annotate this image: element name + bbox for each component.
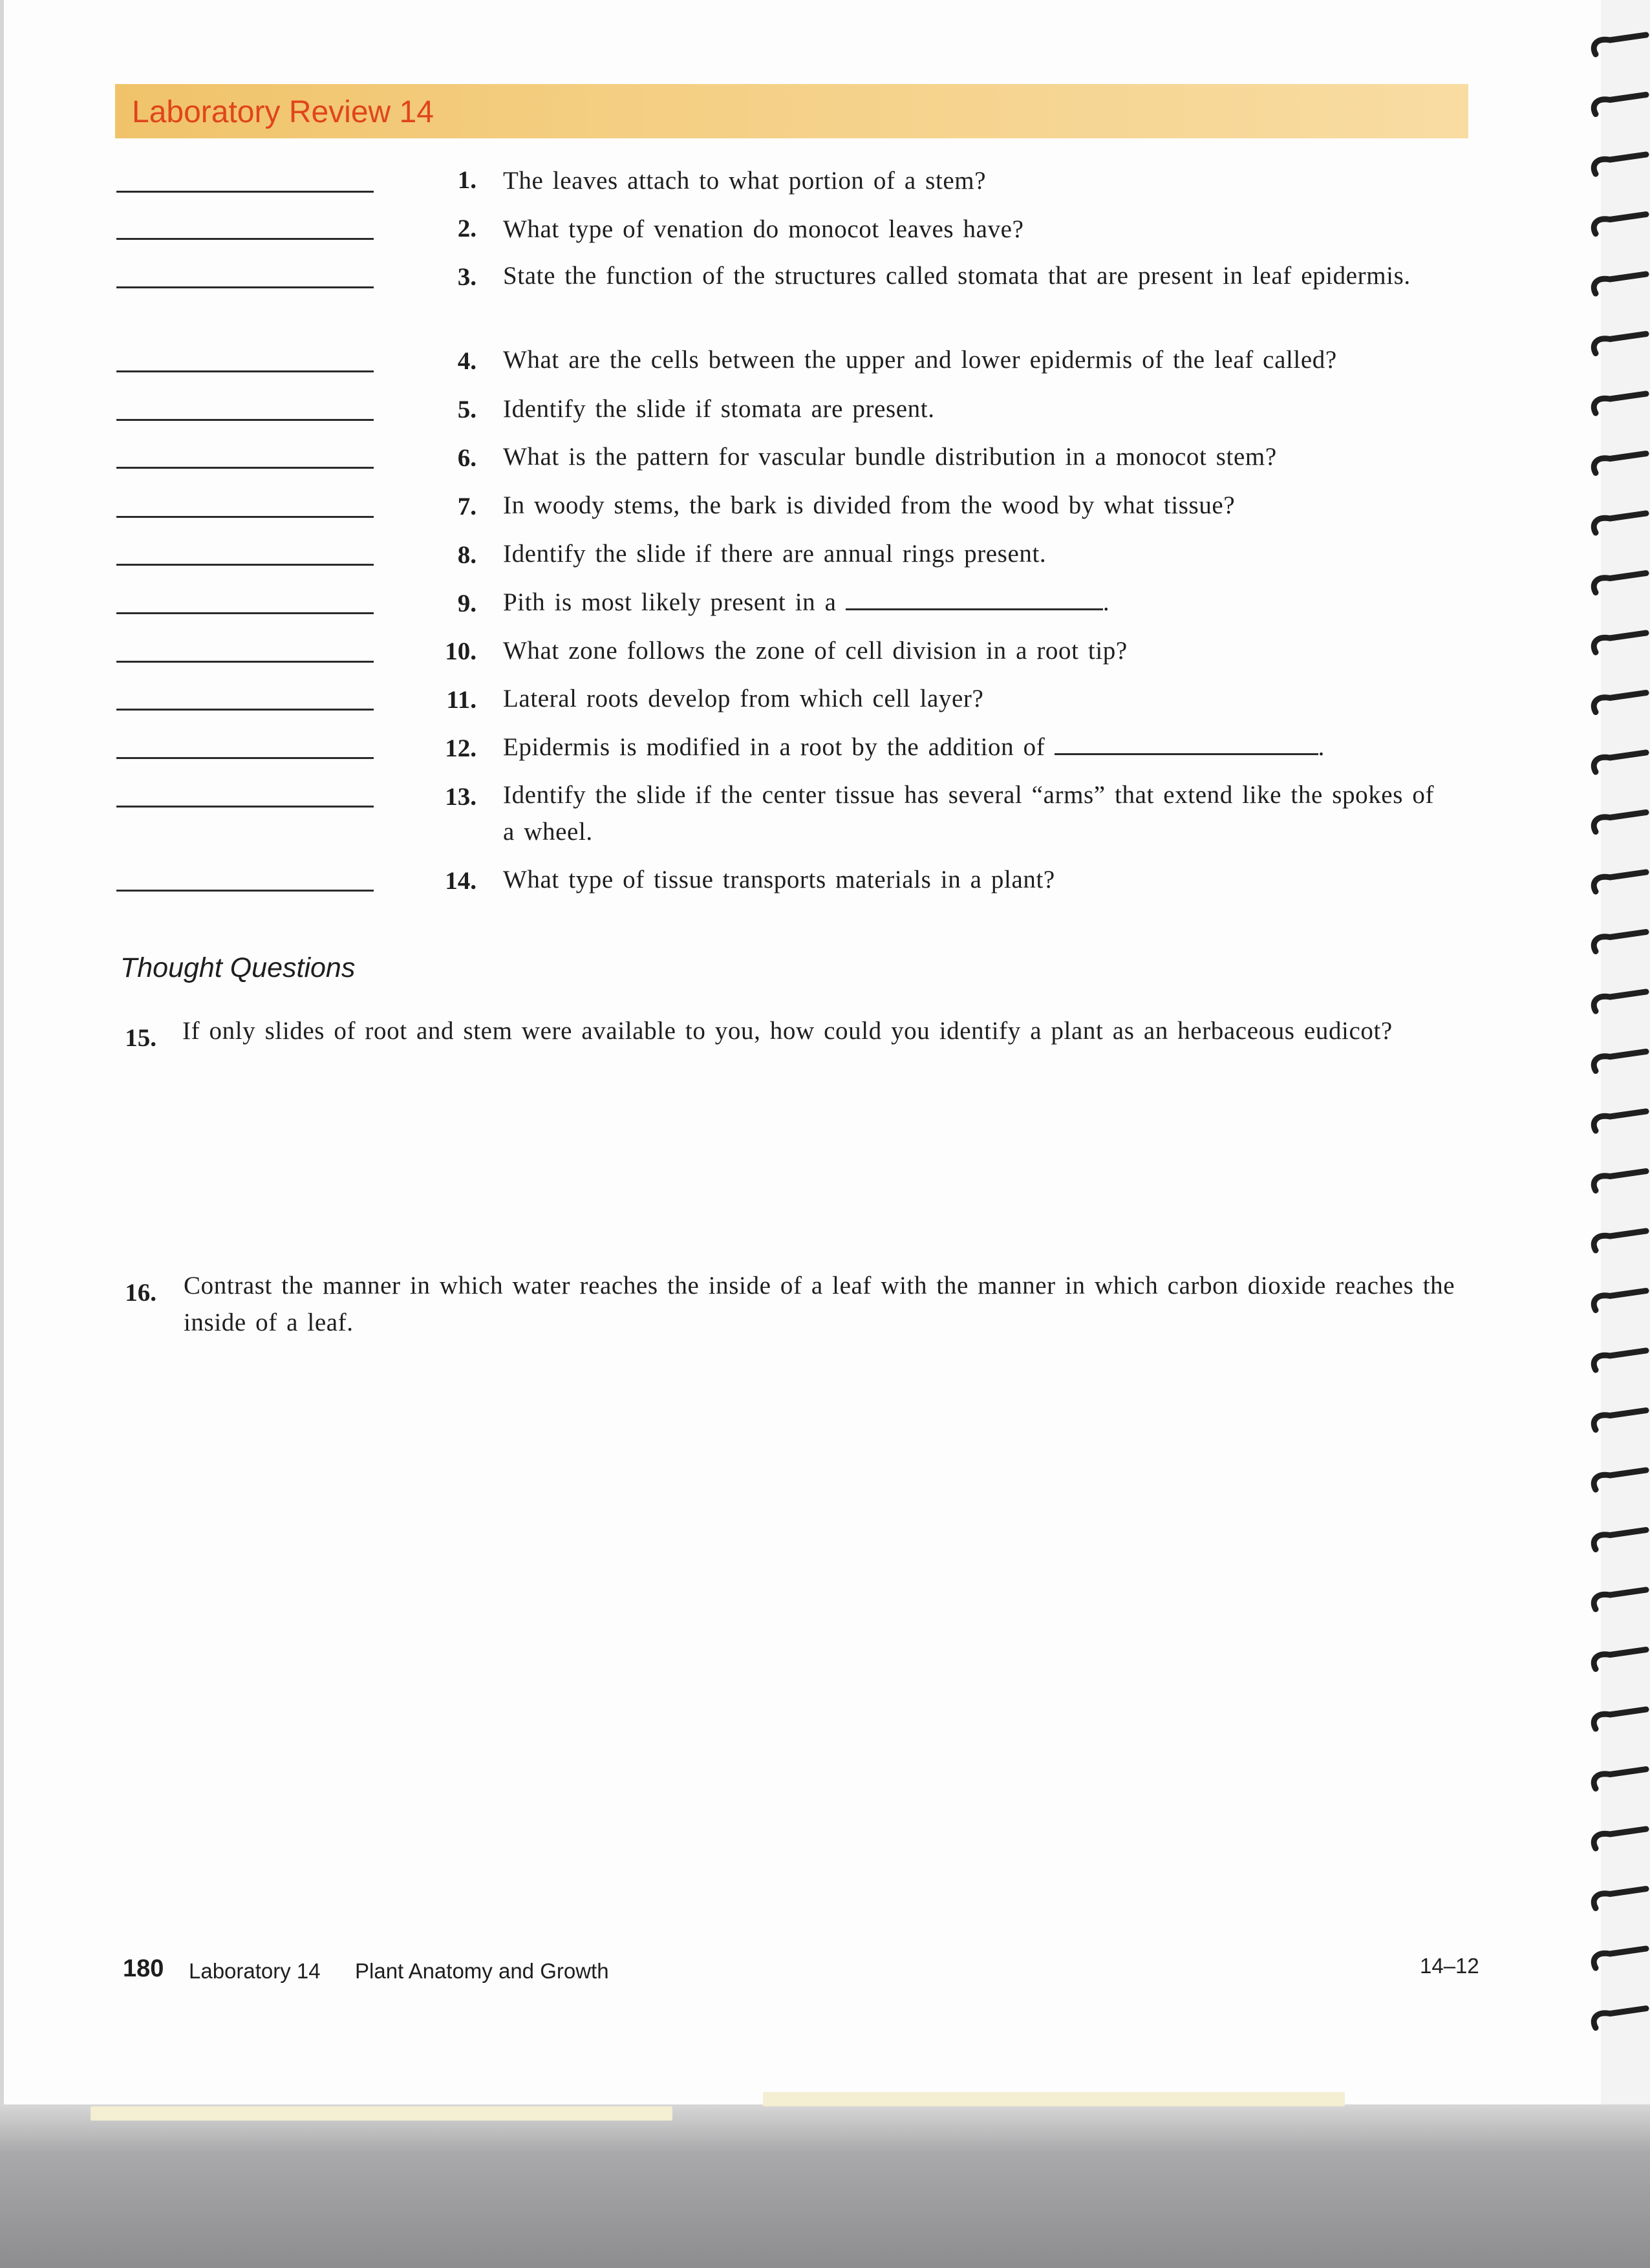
binding-coil <box>1594 1052 1646 1071</box>
question-number-16: 16. <box>125 1279 156 1307</box>
binding-coil <box>1594 2009 1646 2028</box>
page-tab-right <box>763 2092 1345 2106</box>
binding-coil <box>1594 454 1646 473</box>
question-number-6: 6. <box>457 444 477 472</box>
binding-coil <box>1594 1231 1646 1250</box>
answer-line-12[interactable] <box>116 757 374 759</box>
question-number-12: 12. <box>445 734 477 762</box>
binding-coil <box>1594 334 1646 354</box>
answer-line-8[interactable] <box>116 564 374 566</box>
question-text-8: Identify the slide if there are annual rings present. <box>503 540 1047 568</box>
question-number-4: 4. <box>457 347 477 375</box>
binding-coil <box>1594 1829 1646 1848</box>
binding-coil <box>1594 1709 1646 1729</box>
binding-coil <box>1594 573 1646 593</box>
question-text-4: What are the cells between the upper and lower epidermis of the leaf called? <box>503 346 1337 374</box>
thought-questions-heading: Thought Questions <box>120 952 356 983</box>
binding-coil <box>1594 1530 1646 1550</box>
page-number: 180 <box>123 1955 164 1982</box>
question-9-prompt: Pith is most likely present in a <box>503 588 837 616</box>
question-text-10: What zone follows the zone of cell division in a root tip? <box>503 637 1128 665</box>
binding-coil <box>1594 1770 1646 1789</box>
question-text-11: Lateral roots develop from which cell layer? <box>503 685 984 712</box>
binding-coil <box>1594 1351 1646 1370</box>
question-number-7: 7. <box>457 493 477 520</box>
fill-in-blank-9[interactable] <box>846 589 1103 610</box>
binding-coil <box>1594 633 1646 652</box>
answer-line-1[interactable] <box>116 191 374 193</box>
answer-line-6[interactable] <box>116 467 374 469</box>
binding-coil <box>1594 813 1646 832</box>
answer-line-13[interactable] <box>116 806 374 808</box>
answer-line-2[interactable] <box>116 238 374 240</box>
answer-line-9[interactable] <box>116 612 374 614</box>
binding-coil <box>1594 753 1646 772</box>
question-number-11: 11. <box>446 686 477 714</box>
footer-chapter-title: Plant Anatomy and Growth <box>355 1959 609 1983</box>
question-text-3: State the function of the structures called stomata that are present in leaf epidermis. <box>503 262 1411 290</box>
page-tab-left <box>91 2106 672 2121</box>
answer-line-10[interactable] <box>116 661 374 663</box>
question-text-1: The leaves attach to what portion of a stem? <box>503 167 987 195</box>
question-number-1: 1. <box>457 166 477 194</box>
fill-in-blank-12[interactable] <box>1055 734 1318 755</box>
binding-coil <box>1594 1590 1646 1609</box>
question-text-14: What type of tissue transports materials in a plant? <box>503 866 1055 893</box>
answer-line-3[interactable] <box>116 286 374 288</box>
binding-coil <box>1594 35 1646 54</box>
question-text-12 <box>503 729 1453 765</box>
binding-coil <box>1594 1889 1646 1909</box>
binding-coil <box>1594 95 1646 114</box>
question-text-16: Contrast the manner in which water reaches the inside of a leaf with the manner in which carbon dioxide reaches the inside of a leaf. <box>184 1272 1455 1336</box>
binding-coil <box>1594 1171 1646 1191</box>
binding-coil <box>1594 693 1646 712</box>
question-12-prompt: Epidermis is modified in a root by the addition of <box>503 733 1045 761</box>
review-title: Laboratory Review 14 <box>132 95 434 129</box>
question-12-period: . <box>1318 733 1325 761</box>
question-text-9 <box>503 584 1453 621</box>
question-number-2: 2. <box>457 215 477 242</box>
binding-coil <box>1594 1470 1646 1490</box>
spiral-binding <box>1584 26 1650 2069</box>
question-9-period: . <box>1102 588 1110 616</box>
footer-lab-label: Laboratory 14 <box>189 1959 321 1983</box>
answer-line-7[interactable] <box>116 516 374 518</box>
binding-coil <box>1594 1411 1646 1430</box>
question-number-3: 3. <box>457 263 477 291</box>
question-number-13: 13. <box>445 783 477 811</box>
question-number-5: 5. <box>457 396 477 423</box>
question-text-6: What is the pattern for vascular bundle distribution in a monocot stem? <box>503 443 1277 471</box>
question-number-14: 14. <box>445 867 477 895</box>
binding-coil <box>1594 992 1646 1011</box>
binding-coil <box>1594 932 1646 952</box>
question-text-13: Identify the slide if the center tissue has several “arms” that extend like the spokes of a wheel. <box>503 781 1435 846</box>
answer-line-11[interactable] <box>116 709 374 711</box>
binding-coil <box>1594 513 1646 533</box>
question-text-2: What type of venation do monocot leaves have? <box>503 215 1024 243</box>
binding-coil <box>1594 872 1646 892</box>
question-text-15: If only slides of root and stem were available to you, how could you identify a plant as an herbaceous eudicot? <box>182 1017 1393 1045</box>
binding-coil <box>1594 274 1646 294</box>
question-number-9: 9. <box>457 590 477 617</box>
question-number-15: 15. <box>125 1024 156 1052</box>
answer-line-4[interactable] <box>116 370 374 372</box>
question-text-7: In woody stems, the bark is divided from the wood by what tissue? <box>503 491 1236 519</box>
binding-coil <box>1594 215 1646 234</box>
binding-coil <box>1594 155 1646 174</box>
binding-coil <box>1594 1949 1646 1968</box>
binding-coil <box>1594 394 1646 413</box>
binding-coil <box>1594 1111 1646 1131</box>
answer-line-5[interactable] <box>116 419 374 421</box>
binding-coil <box>1594 1650 1646 1669</box>
question-number-10: 10. <box>445 637 477 665</box>
question-text-5: Identify the slide if stomata are present. <box>503 395 935 423</box>
footer-page-code: 14–12 <box>1420 1954 1479 1978</box>
binding-coil <box>1594 1291 1646 1311</box>
question-number-8: 8. <box>457 541 477 569</box>
answer-line-14[interactable] <box>116 890 374 892</box>
page-edge-shadow <box>0 2104 1650 2268</box>
